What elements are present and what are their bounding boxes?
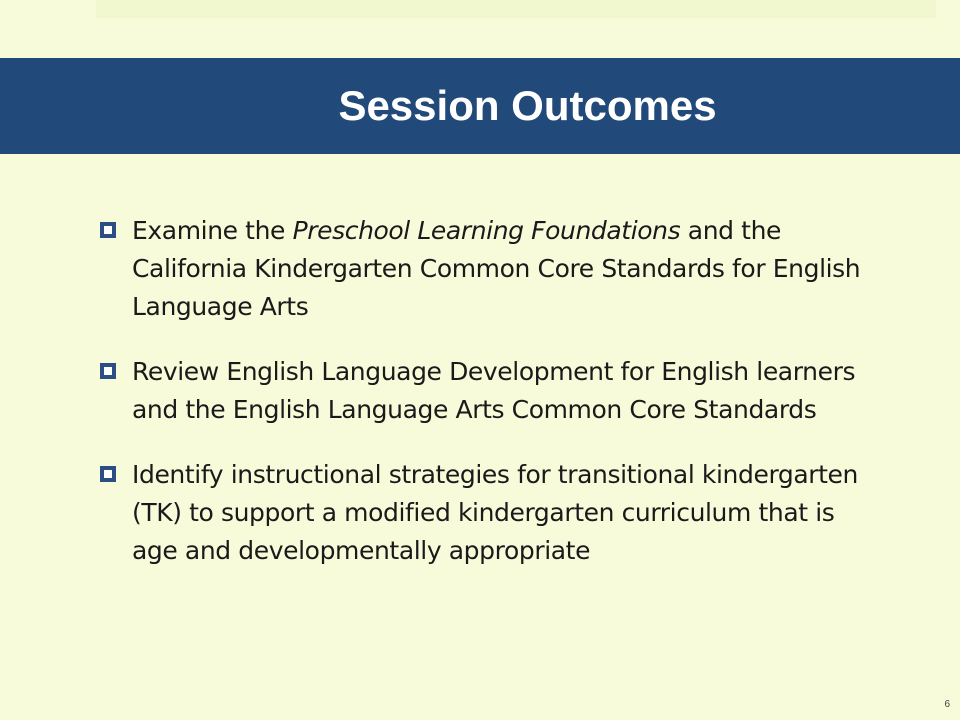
outcome-list — [98, 212, 878, 597]
outcome-text: and the California Kindergarten Common Core Standards for English Language Arts — [132, 216, 861, 321]
outcome-text: Review English Language Development for English learners and the English Language Arts Common Core Standards — [132, 357, 856, 424]
outcome-text: Examine the — [132, 216, 293, 245]
outcome-text: Identify instructional strategies for transitional kindergarten (TK) to support a modified kindergarten curriculum that is age and developmentally appropriate — [132, 460, 858, 565]
square-bullet-icon — [100, 222, 116, 238]
outcome-item — [98, 212, 878, 326]
slide-title: Session Outcomes — [338, 82, 717, 129]
top-decorative-strip — [96, 0, 936, 18]
outcome-item — [98, 456, 878, 570]
outcome-item — [98, 353, 878, 429]
square-bullet-icon — [100, 363, 116, 379]
square-bullet-icon — [100, 466, 116, 482]
page-number: 6 — [944, 699, 950, 710]
outcome-italic-title: Preschool Learning Foundations — [292, 216, 681, 245]
title-bar — [0, 58, 960, 154]
